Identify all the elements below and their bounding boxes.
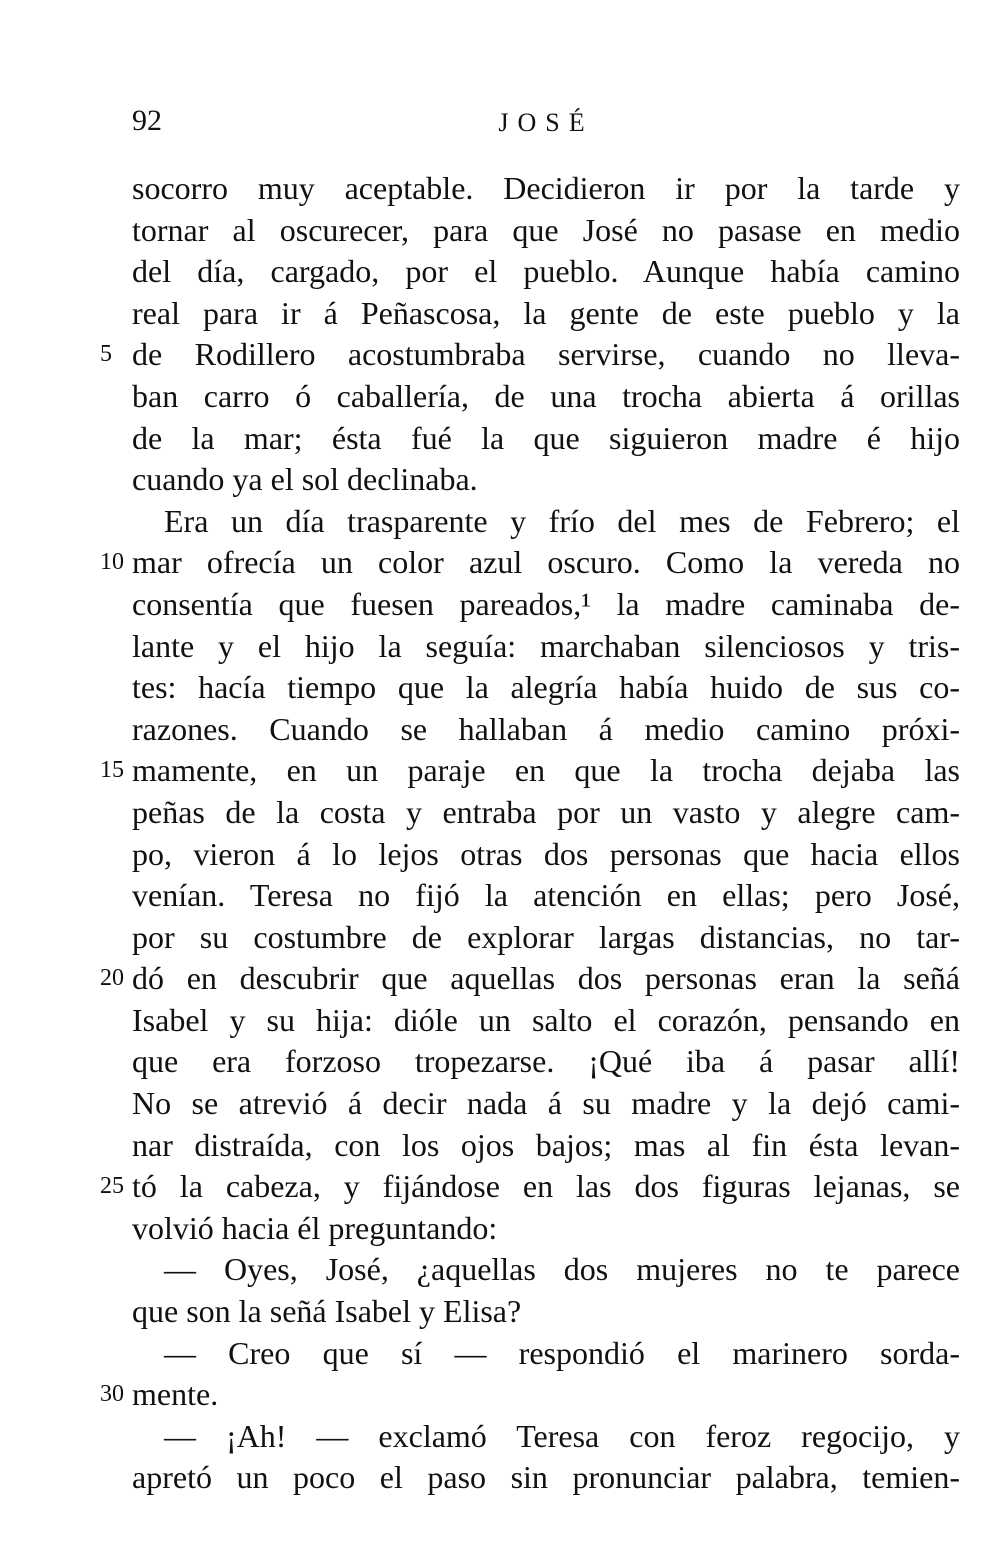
text-line bbox=[132, 1083, 960, 1125]
line-text: mente. bbox=[132, 1376, 219, 1413]
line-text: por su costumbre de explorar largas distancias, no tar- bbox=[132, 918, 960, 955]
text-line bbox=[100, 750, 960, 792]
text-line bbox=[132, 168, 960, 210]
text-line bbox=[132, 459, 960, 501]
text-line bbox=[132, 1125, 960, 1167]
text-line bbox=[100, 542, 960, 584]
line-text: del día, cargado, por el pueblo. Aunque había camino bbox=[132, 253, 960, 290]
line-text: tornar al oscurecer, para que José no pasase en medio bbox=[132, 211, 960, 248]
text-line bbox=[132, 251, 960, 293]
line-text: Era un día trasparente y frío del mes de Febrero; el bbox=[164, 502, 960, 539]
text-line bbox=[132, 917, 960, 959]
line-text: volvió hacia él preguntando: bbox=[132, 1209, 498, 1246]
text-line bbox=[132, 1041, 960, 1083]
text-line bbox=[132, 584, 960, 626]
text-line bbox=[132, 293, 960, 335]
text-line bbox=[100, 334, 960, 376]
text-line bbox=[132, 875, 960, 917]
line-text: ban carro ó caballería, de una trocha abierta á orillas bbox=[132, 377, 960, 414]
line-text: de la mar; ésta fué la que siguieron madre é hijo bbox=[132, 419, 960, 456]
text-line bbox=[100, 958, 960, 1000]
text-line bbox=[132, 792, 960, 834]
line-text: real para ir á Peñascosa, la gente de este pueblo y la bbox=[132, 294, 960, 331]
line-number: 15 bbox=[100, 757, 124, 784]
text-line bbox=[132, 376, 960, 418]
line-number: 20 bbox=[100, 965, 124, 992]
line-text: peñas de la costa y entraba por un vasto y alegre cam- bbox=[132, 793, 960, 830]
line-number: 5 bbox=[100, 341, 112, 368]
text-line bbox=[132, 667, 960, 709]
body-text bbox=[100, 168, 960, 1499]
line-text: mar ofrecía un color azul oscuro. Como la vereda no bbox=[132, 544, 960, 581]
page-header bbox=[132, 104, 960, 144]
line-text: tó la cabeza, y fijándose en las dos figuras lejanas, se bbox=[132, 1168, 960, 1205]
text-line bbox=[100, 1166, 960, 1208]
text-line bbox=[132, 1249, 960, 1291]
line-number: 30 bbox=[100, 1381, 124, 1408]
text-line bbox=[132, 1208, 960, 1250]
line-text: nar distraída, con los ojos bajos; mas al fin ésta levan- bbox=[132, 1126, 960, 1163]
running-title: JOSÉ bbox=[498, 108, 594, 137]
text-line bbox=[132, 1457, 960, 1499]
text-line bbox=[132, 626, 960, 668]
line-text: po, vieron á lo lejos otras dos personas que hacia ellos bbox=[132, 835, 960, 872]
line-text: consentía que fuesen pareados,¹ la madre caminaba de- bbox=[132, 585, 960, 622]
line-number: 25 bbox=[100, 1173, 124, 1200]
text-line bbox=[132, 834, 960, 876]
line-text: de Rodillero acostumbraba servirse, cuando no lleva- bbox=[132, 336, 960, 373]
line-text: cuando ya el sol declinaba. bbox=[132, 461, 478, 498]
text-line bbox=[132, 1333, 960, 1375]
line-text: — Creo que sí — respondió el marinero sorda- bbox=[164, 1334, 960, 1371]
line-text: tes: hacía tiempo que la alegría había huido de sus co- bbox=[132, 669, 960, 706]
line-text: dó en descubrir que aquellas dos personas eran la señá bbox=[132, 960, 960, 997]
text-line bbox=[132, 210, 960, 252]
line-text: mamente, en un paraje en que la trocha dejaba las bbox=[132, 752, 960, 789]
line-text: que son la señá Isabel y Elisa? bbox=[132, 1293, 522, 1330]
line-text: Isabel y su hija: dióle un salto el corazón, pensando en bbox=[132, 1001, 960, 1038]
text-line bbox=[132, 709, 960, 751]
text-line bbox=[132, 1291, 960, 1333]
text-line bbox=[132, 1416, 960, 1458]
line-text: apretó un poco el paso sin pronunciar palabra, temien- bbox=[132, 1459, 960, 1496]
text-line bbox=[132, 1000, 960, 1042]
text-line bbox=[132, 501, 960, 543]
text-line bbox=[100, 1374, 960, 1416]
page-number: 92 bbox=[132, 104, 162, 137]
line-text: — ¡Ah! — exclamó Teresa con feroz regocijo, y bbox=[164, 1417, 960, 1454]
line-text: socorro muy aceptable. Decidieron ir por la tarde y bbox=[132, 170, 960, 206]
line-text: No se atrevió á decir nada á su madre y la dejó cami- bbox=[132, 1085, 960, 1122]
line-text: — Oyes, José, ¿aquellas dos mujeres no te parece bbox=[164, 1251, 960, 1288]
line-text: venían. Teresa no fijó la atención en ellas; pero José, bbox=[132, 877, 960, 914]
line-text: que era forzoso tropezarse. ¡Qué iba á pasar allí! bbox=[132, 1043, 960, 1080]
line-text: razones. Cuando se hallaban á medio camino próxi- bbox=[132, 710, 960, 747]
line-text: lante y el hijo la seguía: marchaban silenciosos y tris- bbox=[132, 627, 960, 664]
text-line bbox=[132, 418, 960, 460]
line-number: 10 bbox=[100, 549, 124, 576]
